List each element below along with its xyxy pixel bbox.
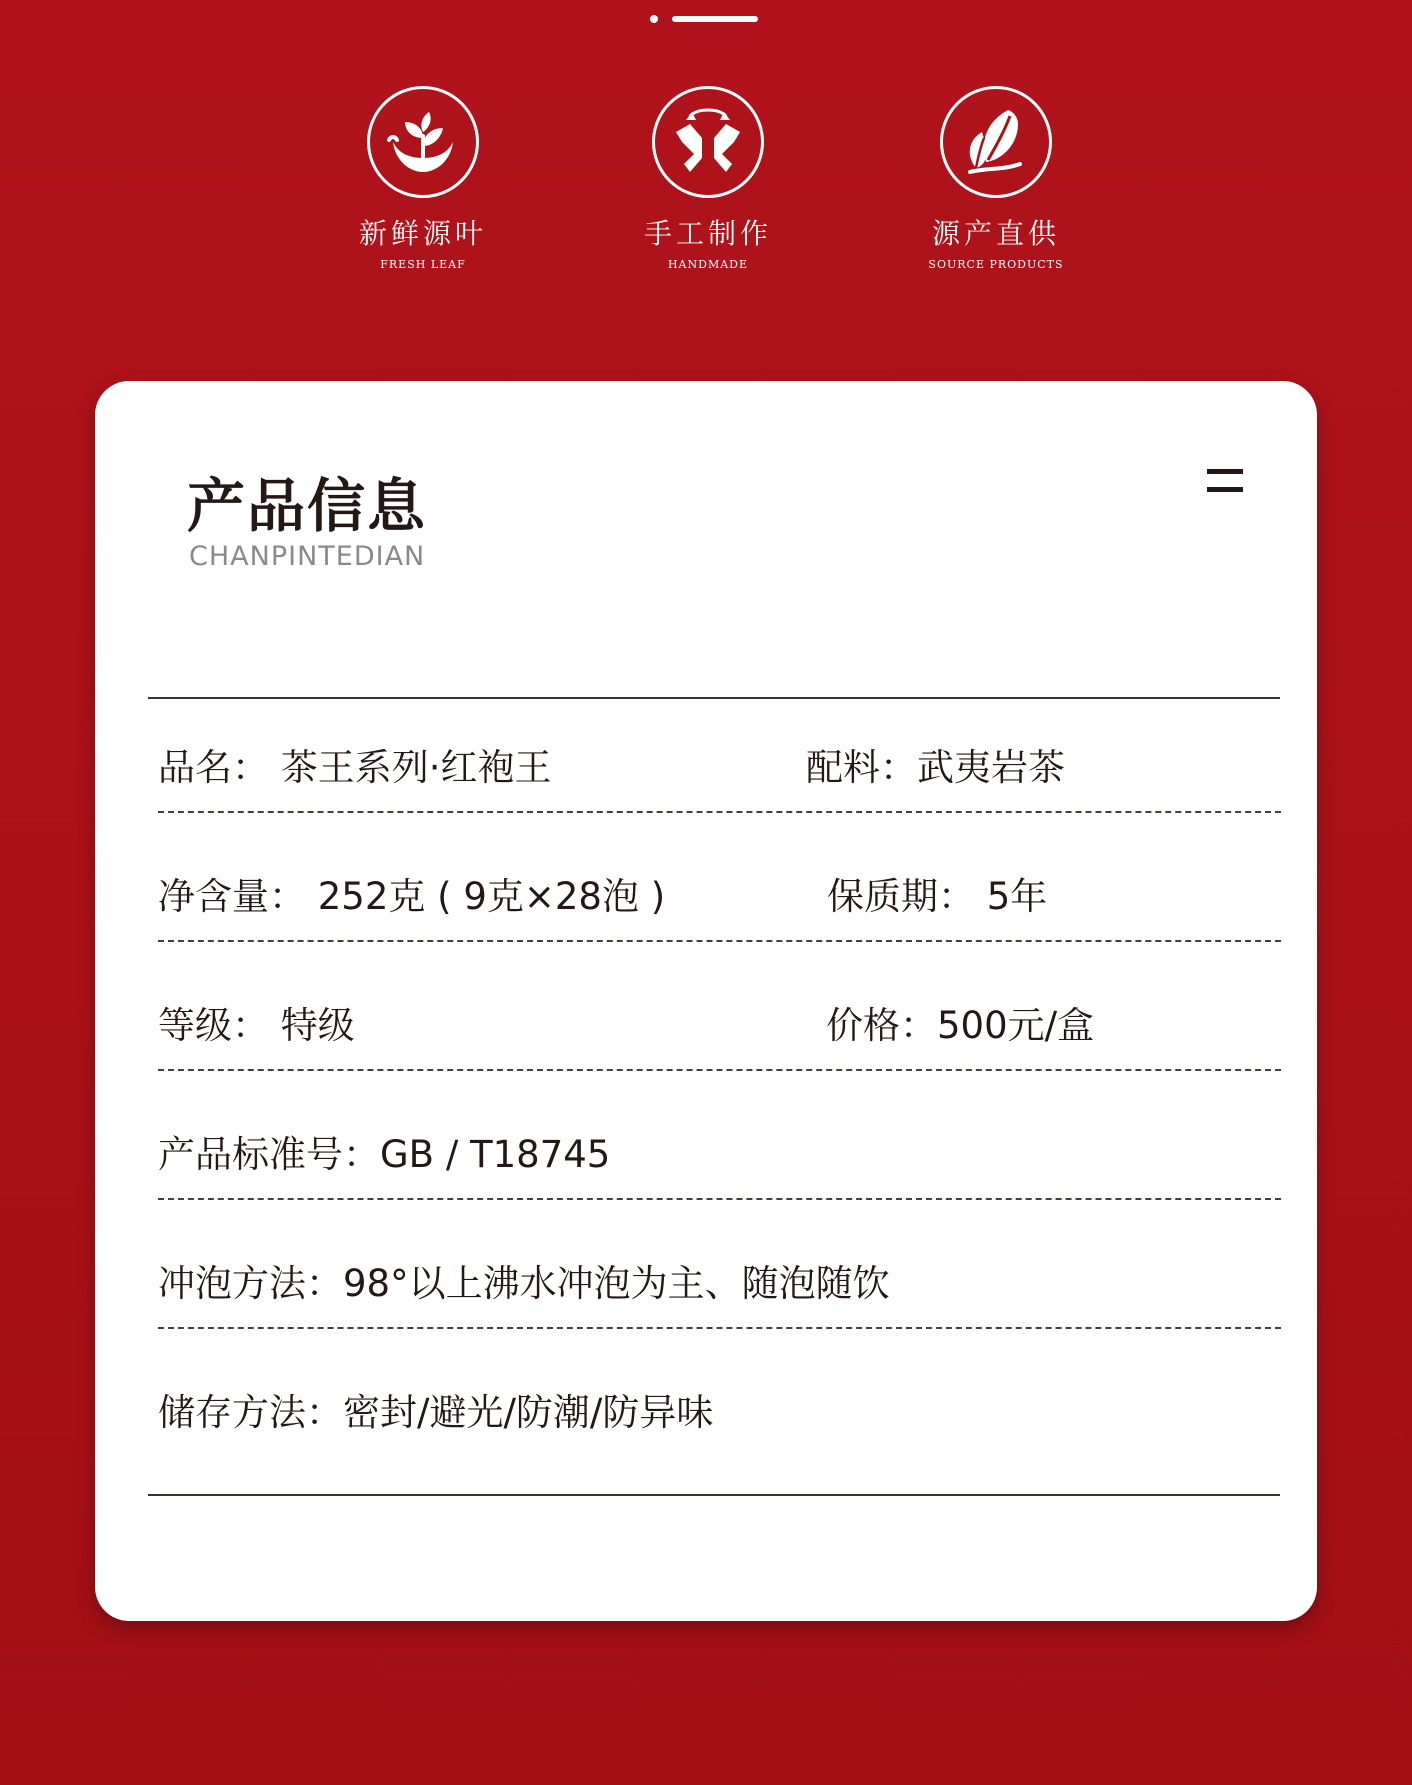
info-row	[158, 1344, 1281, 1473]
divider-bottom	[148, 1494, 1280, 1496]
feature-subtitle: SOURCE PRODUCTS	[928, 258, 1064, 271]
handmade-hands-icon	[652, 86, 764, 198]
card-subtitle: CHANPINTEDIAN	[189, 541, 426, 572]
page-indicator-active-bar	[672, 16, 758, 22]
info-row	[158, 699, 1281, 828]
dashed-divider	[158, 1198, 1281, 1200]
dashed-divider	[158, 1069, 1281, 1071]
feature-subtitle: HANDMADE	[667, 258, 749, 271]
page-indicator	[650, 14, 770, 24]
sprout-hands-icon	[367, 86, 479, 198]
feature-fresh-leaf	[323, 86, 523, 271]
product-info-card	[95, 381, 1317, 1621]
info-name: 品名： 茶王系列·红袍王	[158, 746, 552, 789]
info-net-content: 净含量： 252克 ( 9克×28泡 )	[158, 875, 666, 918]
feature-title: 新鲜源叶	[358, 217, 487, 250]
info-row	[158, 1086, 1281, 1215]
feature-title: 源产直供	[931, 217, 1060, 250]
info-price: 价格：500元/盒	[826, 1004, 1095, 1047]
feature-list	[0, 86, 1412, 286]
info-shelf-life: 保质期： 5年	[827, 875, 1048, 918]
info-standard: 产品标准号：GB / T18745	[158, 1133, 611, 1176]
tea-leaf-icon	[940, 86, 1052, 198]
feature-handmade	[608, 86, 808, 271]
dashed-divider	[158, 811, 1281, 813]
feature-title: 手工制作	[643, 217, 772, 250]
info-row	[158, 1215, 1281, 1344]
info-ingredients: 配料：武夷岩茶	[806, 746, 1065, 789]
info-row	[158, 957, 1281, 1086]
feature-source-products	[896, 86, 1096, 271]
dashed-divider	[158, 940, 1281, 942]
dashed-divider	[158, 1327, 1281, 1329]
menu-icon[interactable]	[1205, 467, 1245, 497]
page-indicator-dot	[650, 15, 658, 23]
feature-subtitle: FRESH LEAF	[380, 258, 466, 271]
card-title: 产品信息	[187, 472, 428, 540]
info-row	[158, 828, 1281, 957]
info-grade: 等级： 特级	[158, 1004, 355, 1047]
info-storage: 储存方法：密封/避光/防潮/防异味	[158, 1391, 714, 1434]
info-brewing: 冲泡方法：98°以上沸水冲泡为主、随泡随饮	[158, 1262, 890, 1305]
